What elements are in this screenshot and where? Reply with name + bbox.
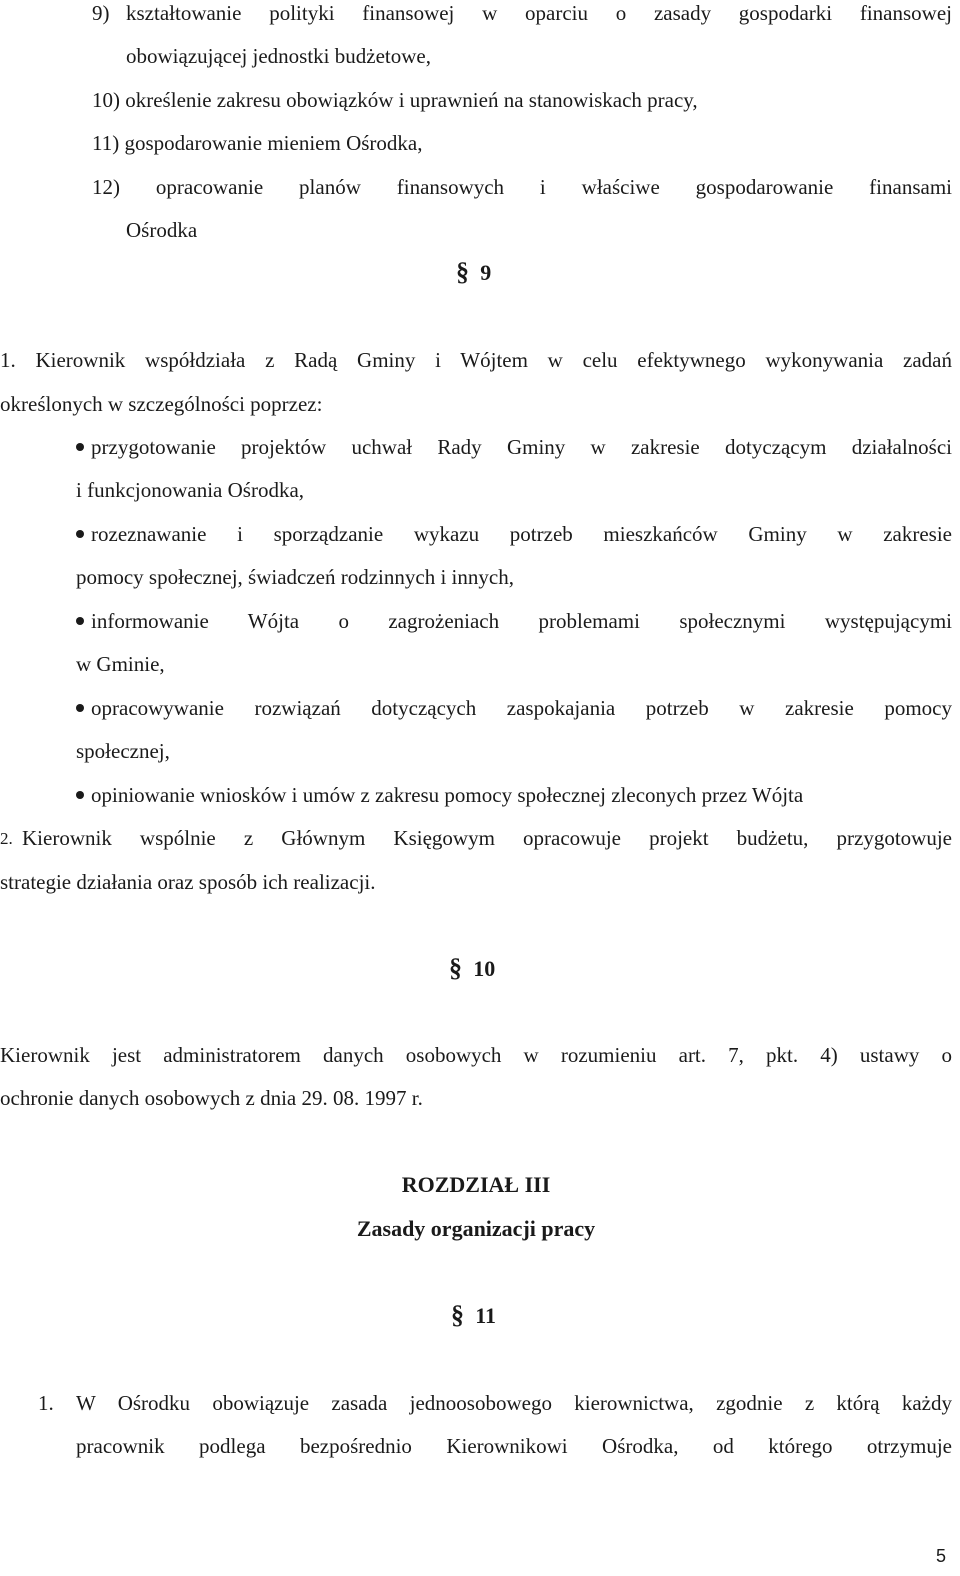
list-item-9-line1: kształtowanie polityki finansowej w oparciu o zasady gospodarki finansowej (126, 1, 952, 25)
bullet-4-line2: społecznej, (76, 739, 170, 763)
chapter-title: ROZDZIAŁ III (401, 1172, 551, 1197)
bullet-dot (76, 791, 84, 799)
bullet-5-line1: opiniowanie wniosków i umów z zakresu pomocy społecznej zleconych przez Wójta (91, 783, 804, 807)
section-sign: § (451, 1300, 464, 1329)
s10-text-line2: ochronie danych osobowych z dnia 29. 08. 1997 r. (0, 1086, 423, 1110)
list-item-9-line2: obowiązującej jednostki budżetowe, (126, 44, 431, 68)
list-item-11: 11) gospodarowanie mieniem Ośrodka, (92, 131, 423, 155)
bullet-3-line2: w Gminie, (76, 652, 165, 676)
section-number: 11 (475, 1303, 497, 1328)
section-number: 9 (480, 260, 492, 285)
s9-paragraph2-line1: Kierownik wspólnie z Głównym Księgowym opracowuje projekt budżetu, przygotowuje (22, 826, 952, 850)
s9-paragraph1-line1: 1. Kierownik współdziała z Radą Gminy i Wójtem w celu efektywnego wykonywania zadań (0, 348, 952, 372)
bullet-3-line1: informowanie Wójta o zagrożeniach problemami społecznymi występującymi (91, 609, 952, 633)
bullet-dot (76, 443, 84, 451)
chapter-subtitle: Zasady organizacji pracy (356, 1216, 596, 1241)
s10-text-line1: Kierownik jest administratorem danych osobowych w rozumieniu art. 7, pkt. 4) ustawy o (0, 1043, 952, 1067)
list-item-10: 10) określenie zakresu obowiązków i uprawnień na stanowiskach pracy, (92, 88, 698, 112)
section-number: 10 (473, 956, 496, 981)
bullet-2-line1: rozeznawanie i sporządzanie wykazu potrzeb mieszkańców Gminy w zakresie (91, 522, 952, 546)
bullet-dot (76, 530, 84, 538)
section-11-heading (451, 1302, 496, 1329)
s11-paragraph1-number: 1. (38, 1391, 54, 1415)
list-item-9-number: 9) (92, 1, 110, 25)
s11-paragraph1-line2: pracownik podlega bezpośrednio Kierownikowi Ośrodka, od którego otrzymuje (76, 1434, 952, 1458)
bullet-dot (76, 704, 84, 712)
s9-paragraph2-line2: strategie działania oraz sposób ich realizacji. (0, 870, 376, 894)
list-item-12-line2: Ośrodka (126, 218, 198, 242)
s9-paragraph2-number: 2. (0, 829, 13, 848)
page-number: 5 (936, 1546, 947, 1566)
bullet-1-line2: i funkcjonowania Ośrodka, (76, 478, 305, 502)
section-sign: § (456, 257, 469, 286)
s9-paragraph1-line2: określonych w szczególności poprzez: (0, 392, 323, 416)
section-sign: § (449, 953, 462, 982)
section-10-heading (449, 955, 495, 982)
bullet-dot (76, 617, 84, 625)
bullet-4-line1: opracowywanie rozwiązań dotyczących zaspokajania potrzeb w zakresie pomocy (91, 696, 952, 720)
bullet-1-line1: przygotowanie projektów uchwał Rady Gminy w zakresie dotyczącym działalności (91, 435, 952, 459)
s11-paragraph1-line1: W Ośrodku obowiązuje zasada jednoosobowego kierownictwa, zgodnie z którą każdy (76, 1391, 952, 1415)
list-item-12-line1: 12) opracowanie planów finansowych i właściwe gospodarowanie finansami (92, 175, 952, 199)
section-9-heading (456, 259, 491, 286)
bullet-2-line2: pomocy społecznej, świadczeń rodzinnych i innych, (76, 565, 514, 589)
